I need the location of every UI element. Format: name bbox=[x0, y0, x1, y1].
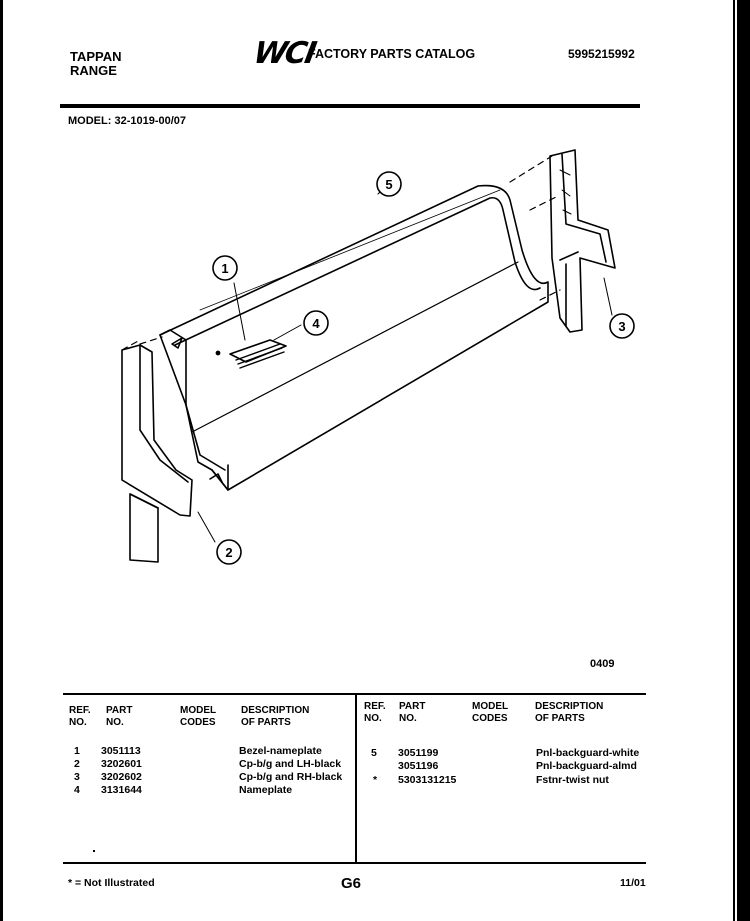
row-part: 5303131215 bbox=[398, 774, 457, 786]
backguard-panel bbox=[160, 186, 548, 490]
header-part-left: PART NO. bbox=[106, 705, 133, 728]
exploded-parts-diagram bbox=[0, 130, 740, 600]
callout-1 bbox=[213, 256, 237, 280]
brand-line-2: RANGE bbox=[70, 63, 117, 78]
brand-block bbox=[70, 50, 122, 78]
not-illustrated-note: * = Not Illustrated bbox=[68, 877, 155, 889]
row-ref: 3 bbox=[74, 771, 80, 783]
sheet-code: 0409 bbox=[590, 658, 615, 670]
callout-2-label: 2 bbox=[225, 545, 233, 560]
header-model-right: MODEL CODES bbox=[472, 701, 509, 724]
page-number: G6 bbox=[341, 875, 362, 892]
row-part: 3131644 bbox=[101, 784, 142, 796]
model-label: MODEL: bbox=[68, 115, 112, 127]
header-rule bbox=[60, 104, 640, 108]
header-ref-right: REF. NO. bbox=[364, 701, 386, 724]
table-bottom-rule bbox=[63, 862, 646, 864]
row-desc: Cp-b/g and RH-black bbox=[239, 771, 343, 783]
callout-1-label: 1 bbox=[221, 261, 229, 276]
catalog-title: FACTORY PARTS CATALOG bbox=[308, 47, 476, 61]
document-number: 5995215992 bbox=[568, 47, 635, 61]
header-desc-right: DESCRIPTION OF PARTS bbox=[535, 701, 604, 724]
callout-3 bbox=[610, 314, 634, 338]
header-model-left: MODEL CODES bbox=[180, 705, 217, 728]
row-desc: Fstnr-twist nut bbox=[536, 774, 609, 786]
header-desc-left: DESCRIPTION OF PARTS bbox=[241, 705, 310, 728]
callout-5 bbox=[377, 172, 401, 196]
row-ref: * bbox=[373, 774, 378, 786]
brand-line-1: TAPPAN bbox=[70, 49, 122, 64]
model-line bbox=[68, 115, 186, 127]
header-part-right: PART NO. bbox=[399, 701, 426, 724]
row-part: 3051199 bbox=[398, 747, 439, 759]
row-ref: 5 bbox=[371, 747, 377, 759]
wci-logo: WCI bbox=[250, 36, 318, 71]
row-desc: Pnl-backguard-white bbox=[536, 747, 640, 759]
row-desc: Nameplate bbox=[239, 784, 293, 796]
callout-4 bbox=[304, 311, 328, 335]
row-part: 3202601 bbox=[101, 758, 142, 770]
row-desc: Bezel-nameplate bbox=[239, 745, 322, 757]
callout-5-label: 5 bbox=[385, 177, 393, 192]
row-desc: Cp-b/g and LH-black bbox=[239, 758, 342, 770]
row-desc: Pnl-backguard-almd bbox=[536, 760, 637, 772]
table-divider bbox=[355, 693, 357, 864]
model-value: 32-1019-00/07 bbox=[114, 115, 187, 127]
row-part: 3051196 bbox=[398, 760, 439, 772]
callout-2 bbox=[217, 540, 241, 564]
row-ref: 2 bbox=[74, 758, 80, 770]
callout-4-label: 4 bbox=[312, 316, 320, 331]
scan-speck bbox=[93, 850, 95, 852]
row-part: 3202602 bbox=[101, 771, 142, 783]
callout-3-label: 3 bbox=[618, 319, 626, 334]
revision-date: 11/01 bbox=[620, 877, 646, 889]
row-part: 3051113 bbox=[101, 745, 141, 757]
row-ref: 4 bbox=[74, 784, 80, 796]
header-ref-left: REF. NO. bbox=[69, 705, 91, 728]
row-ref: 1 bbox=[74, 745, 80, 757]
right-end-cap bbox=[550, 150, 615, 332]
